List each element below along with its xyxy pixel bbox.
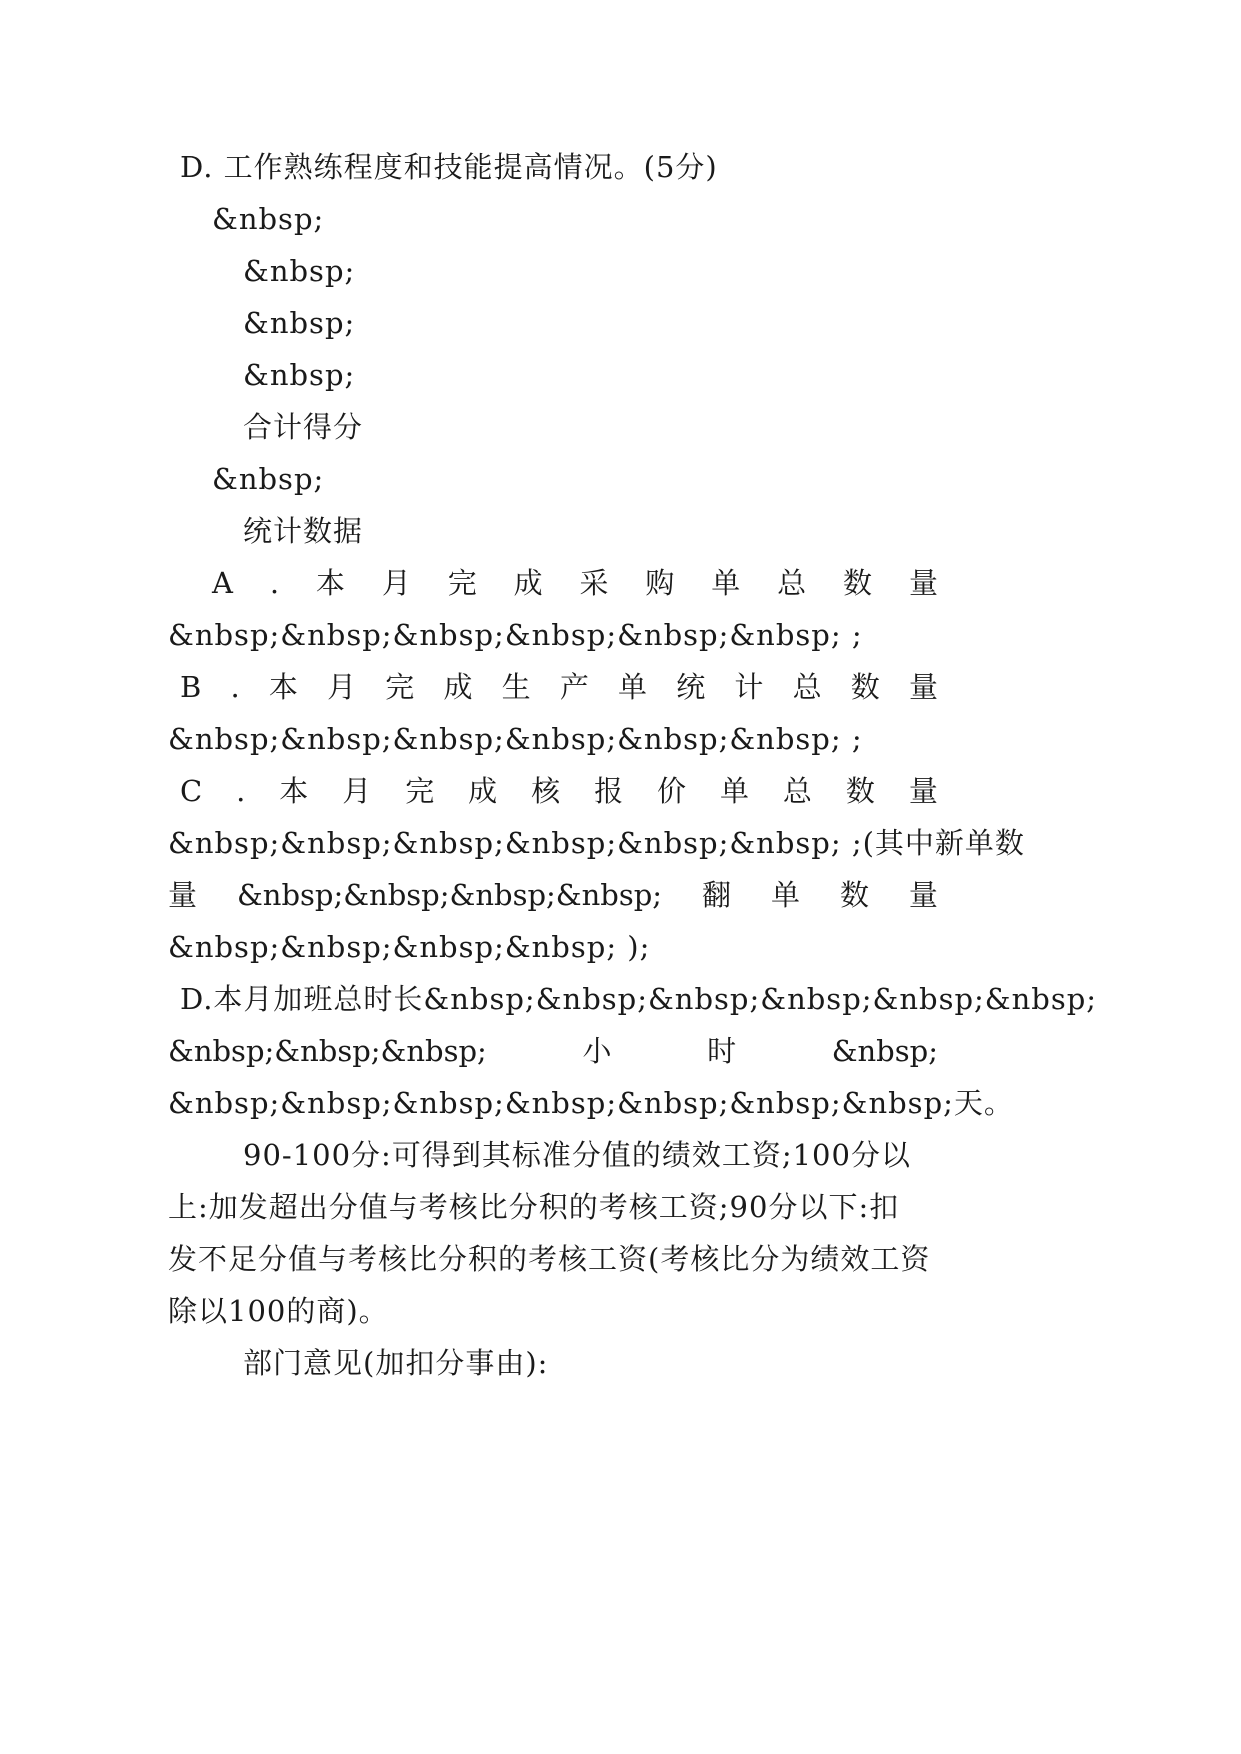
stat-d-overtime-line: D.本月加班总时长&nbsp;&nbsp;&nbsp;&nbsp;&nbsp;&nbsp; xyxy=(180,982,1098,1016)
statistics-heading: 统计数据 xyxy=(243,514,364,548)
department-opinion-label: 部门意见(加扣分事由): xyxy=(243,1346,549,1380)
item-d-skill-line: D. 工作熟练程度和技能提高情况。(5分) xyxy=(180,150,718,184)
blank-line: &nbsp; xyxy=(243,358,356,392)
stat-c-value: &nbsp;&nbsp;&nbsp;&nbsp;&nbsp;&nbsp; ;(其中新单数 xyxy=(168,826,1025,860)
rule-paragraph-line: 上:加发超出分值与考核比分积的考核工资;90分以下:扣 xyxy=(168,1190,900,1224)
stat-c-subcount-line: 量 &nbsp;&nbsp;&nbsp;&nbsp; 翻 单 数 量 xyxy=(168,878,938,912)
stat-b-production-line: B . 本 月 完 成 生 产 单 统 计 总 数 量 xyxy=(180,670,938,704)
stat-d-days-line: &nbsp;&nbsp;&nbsp;&nbsp;&nbsp;&nbsp;&nbsp;天。 xyxy=(168,1086,1014,1120)
stat-b-value: &nbsp;&nbsp;&nbsp;&nbsp;&nbsp;&nbsp; ; xyxy=(168,722,863,756)
blank-line: &nbsp; xyxy=(243,306,356,340)
blank-line: &nbsp; xyxy=(243,254,356,288)
rule-paragraph-line: 除以100的商)。 xyxy=(168,1294,389,1328)
stat-c-subcount-end: &nbsp;&nbsp;&nbsp;&nbsp; ); xyxy=(168,930,651,964)
rule-paragraph-line: 90-100分:可得到其标准分值的绩效工资;100分以 xyxy=(243,1138,911,1172)
rule-paragraph-line: 发不足分值与考核比分积的考核工资(考核比分为绩效工资 xyxy=(168,1242,931,1276)
stat-c-quote-line: C . 本 月 完 成 核 报 价 单 总 数 量 xyxy=(180,774,938,808)
blank-line: &nbsp; xyxy=(212,202,325,236)
total-score-label: 合计得分 xyxy=(243,410,364,444)
stat-a-purchase-line: A . 本 月 完 成 采 购 单 总 数 量 xyxy=(212,566,938,600)
blank-line: &nbsp; xyxy=(212,462,325,496)
stat-d-hours-line: &nbsp;&nbsp;&nbsp; 小 时 &nbsp; xyxy=(168,1034,938,1068)
stat-a-value: &nbsp;&nbsp;&nbsp;&nbsp;&nbsp;&nbsp; ; xyxy=(168,618,863,652)
